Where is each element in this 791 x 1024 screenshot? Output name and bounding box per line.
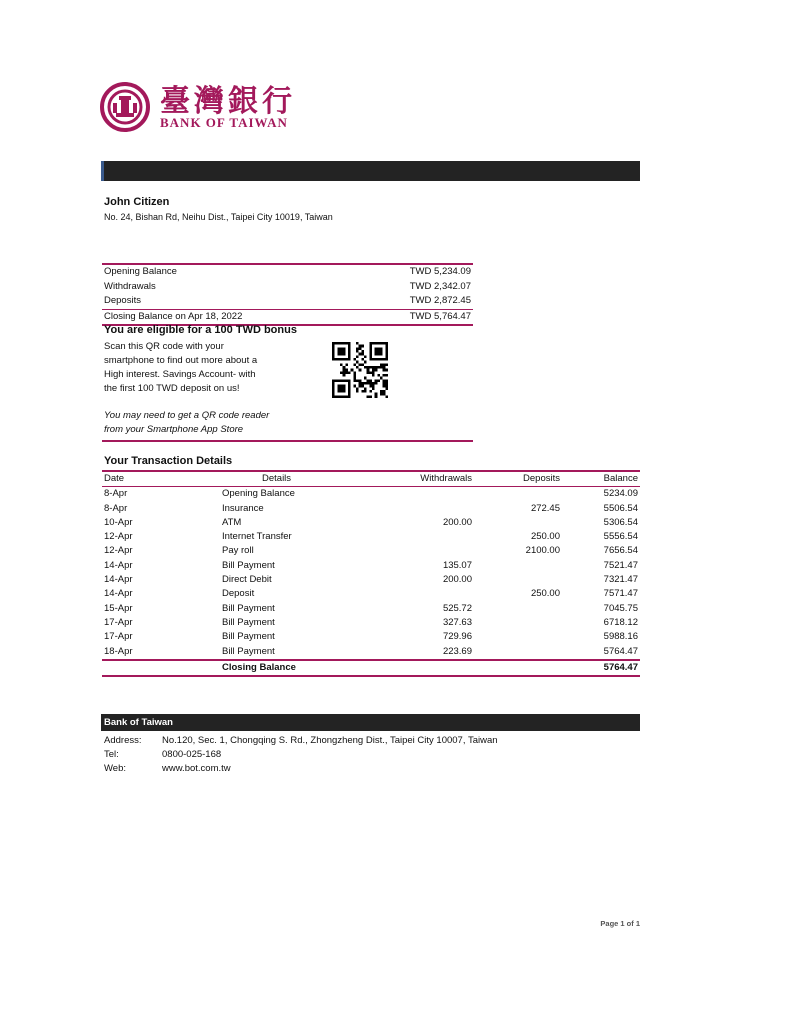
cell-balance: 5234.09 bbox=[603, 488, 638, 500]
footer-label: Address: bbox=[104, 735, 142, 746]
cell-date: 17-Apr bbox=[104, 631, 133, 643]
cell-date: 14-Apr bbox=[104, 574, 133, 586]
summary-label: Closing Balance on Apr 18, 2022 bbox=[104, 310, 243, 322]
cell-balance: 5556.54 bbox=[603, 531, 638, 543]
cell-withdrawals: 223.69 bbox=[442, 645, 472, 657]
bank-name-english: BANK OF TAIWAN bbox=[160, 115, 288, 130]
footer-bar-title: Bank of Taiwan bbox=[101, 714, 640, 731]
footer-label: Tel: bbox=[104, 749, 119, 760]
cell-date: 14-Apr bbox=[104, 559, 133, 571]
cell-balance: 5988.16 bbox=[603, 631, 638, 643]
promo-line: Scan this QR code with your bbox=[104, 341, 224, 352]
cell-deposits: 250.00 bbox=[530, 531, 560, 543]
qr-code-icon[interactable] bbox=[332, 342, 388, 398]
cell-deposits: 250.00 bbox=[530, 588, 560, 600]
customer-name: John Citizen bbox=[104, 196, 170, 208]
promo-note-line: You may need to get a QR code reader bbox=[104, 410, 270, 421]
cell-details: Bill Payment bbox=[222, 645, 275, 657]
table-row-closing bbox=[102, 659, 640, 675]
table-row bbox=[102, 516, 640, 530]
cell-withdrawals: 327.63 bbox=[442, 616, 472, 628]
table-row bbox=[102, 530, 640, 544]
footer-address bbox=[104, 735, 498, 746]
table-body bbox=[102, 487, 640, 659]
cell-balance: 5764.47 bbox=[603, 645, 638, 657]
summary-label: Withdrawals bbox=[104, 280, 156, 292]
cell-details: Bill Payment bbox=[222, 616, 275, 628]
cell-balance: 6718.12 bbox=[603, 616, 638, 628]
cell-withdrawals: 200.00 bbox=[442, 574, 472, 586]
table-row bbox=[102, 587, 640, 601]
cell-details: Bill Payment bbox=[222, 631, 275, 643]
cell-balance: 7521.47 bbox=[603, 559, 638, 571]
table-row bbox=[102, 573, 640, 587]
cell-details: Pay roll bbox=[222, 545, 254, 557]
header-balance: Balance bbox=[603, 473, 638, 484]
header-withdrawals: Withdrawals bbox=[420, 473, 472, 484]
cell-balance: 7656.54 bbox=[603, 545, 638, 557]
table-header bbox=[102, 472, 640, 487]
cell-withdrawals: 200.00 bbox=[442, 516, 472, 528]
header-date: Date bbox=[104, 473, 125, 484]
cell-details: Deposit bbox=[222, 588, 255, 600]
table-row bbox=[102, 502, 640, 516]
cell-date: 10-Apr bbox=[104, 516, 133, 528]
cell-date: 18-Apr bbox=[104, 645, 133, 657]
cell-details: Bill Payment bbox=[222, 602, 275, 614]
cell-date: 17-Apr bbox=[104, 616, 133, 628]
promo-line: smartphone to find out more about a bbox=[104, 355, 258, 366]
cell-details: Opening Balance bbox=[222, 488, 295, 500]
summary-row-deposits bbox=[102, 294, 473, 309]
cell-date: 14-Apr bbox=[104, 588, 133, 600]
header-bar bbox=[101, 161, 640, 181]
promo-line: High interest. Savings Account- with bbox=[104, 369, 256, 380]
table-row bbox=[102, 616, 640, 630]
promo-note-line: from your Smartphone App Store bbox=[104, 424, 244, 435]
bonus-promo bbox=[102, 322, 473, 442]
cell-withdrawals: 135.07 bbox=[442, 559, 472, 571]
footer-value: No.120, Sec. 1, Chongqing S. Rd., Zhongzheng Dist., Taipei City 10007, Taiwan bbox=[162, 735, 498, 746]
footer-value: 0800-025-168 bbox=[162, 749, 222, 760]
cell-date: 12-Apr bbox=[104, 545, 133, 557]
page-number: Page 1 of 1 bbox=[600, 919, 640, 928]
closing-label: Closing Balance bbox=[222, 661, 296, 673]
transactions-table bbox=[102, 470, 640, 677]
cell-balance: 5306.54 bbox=[603, 516, 638, 528]
table-row bbox=[102, 645, 640, 659]
cell-balance: 7045.75 bbox=[603, 602, 638, 614]
closing-value: 5764.47 bbox=[603, 661, 638, 673]
table-row bbox=[102, 487, 640, 501]
summary-row-withdrawals bbox=[102, 280, 473, 295]
cell-details: Internet Transfer bbox=[222, 531, 292, 543]
cell-balance: 7571.47 bbox=[603, 588, 638, 600]
table-row bbox=[102, 602, 640, 616]
cell-details: Insurance bbox=[222, 502, 264, 514]
cell-balance: 5506.54 bbox=[603, 502, 638, 514]
table-row bbox=[102, 630, 640, 644]
cell-withdrawals: 525.72 bbox=[442, 602, 472, 614]
footer-label: Web: bbox=[104, 763, 127, 774]
cell-balance: 7321.47 bbox=[603, 574, 638, 586]
summary-row-opening bbox=[102, 265, 473, 280]
promo-note bbox=[104, 409, 324, 437]
cell-deposits: 272.45 bbox=[530, 502, 560, 514]
footer-value[interactable]: www.bot.com.tw bbox=[162, 763, 231, 774]
bank-name-chinese: 臺灣銀行 bbox=[160, 84, 296, 119]
summary-label: Deposits bbox=[104, 295, 141, 306]
promo-title: You are eligible for a 100 TWD bonus bbox=[104, 324, 297, 336]
cell-date: 8-Apr bbox=[104, 502, 128, 514]
footer-web bbox=[104, 763, 231, 774]
cell-details: Direct Debit bbox=[222, 574, 272, 586]
cell-withdrawals: 729.96 bbox=[442, 631, 472, 643]
summary-label: Opening Balance bbox=[104, 266, 177, 277]
summary-value: TWD 2,342.07 bbox=[409, 280, 471, 292]
summary-value: TWD 2,872.45 bbox=[409, 295, 471, 306]
footer-tel bbox=[104, 749, 221, 760]
summary-value: TWD 5,764.47 bbox=[409, 310, 471, 322]
summary-value: TWD 5,234.09 bbox=[409, 266, 471, 277]
transactions-title: Your Transaction Details bbox=[104, 455, 233, 467]
bank-seal-logo-icon bbox=[100, 82, 150, 132]
cell-date: 12-Apr bbox=[104, 531, 133, 543]
cell-deposits: 2100.00 bbox=[525, 545, 560, 557]
header-deposits: Deposits bbox=[523, 473, 560, 484]
header-details: Details bbox=[262, 473, 292, 484]
customer-address: No. 24, Bishan Rd, Neihu Dist., Taipei City 10019, Taiwan bbox=[104, 212, 333, 222]
cell-date: 8-Apr bbox=[104, 488, 128, 500]
cell-details: Bill Payment bbox=[222, 559, 275, 571]
table-row bbox=[102, 544, 640, 558]
promo-line: the first 100 TWD deposit on us! bbox=[104, 383, 240, 394]
promo-text bbox=[104, 340, 304, 396]
cell-date: 15-Apr bbox=[104, 602, 133, 614]
table-row bbox=[102, 559, 640, 573]
cell-details: ATM bbox=[222, 516, 242, 528]
balance-summary bbox=[102, 263, 473, 326]
